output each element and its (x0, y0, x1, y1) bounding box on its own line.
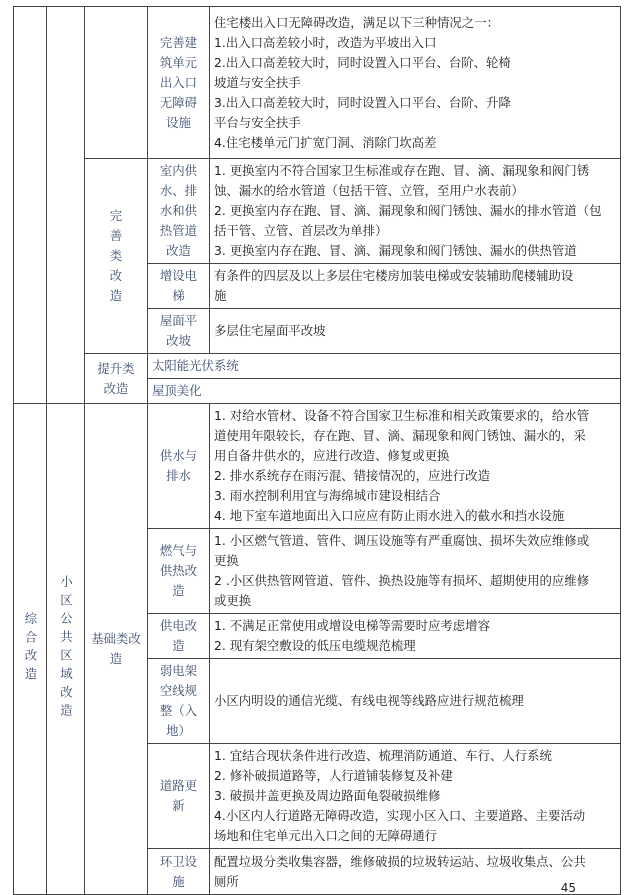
row-c-content: 有条件的四层及以上多层住宅楼房加装电梯或安装辅助爬楼辅助设 施 (210, 264, 621, 309)
row-b-label: 室内供 水、排 水和供 热管道 改造 (148, 159, 210, 264)
row-l-content: 配置垃圾分类收集容器，维修破损的垃圾转运站、垃圾收集点、公共 厕所 (210, 849, 621, 895)
row-f-content: 屋顶美化 (148, 379, 621, 404)
public-area-label: 小区公共区域改造 (47, 404, 85, 895)
renovation-table (13, 6, 621, 895)
row-g-content: 1. 对给水管材、设备不符合国家卫生标准和相关政策要求的，给水管 道使用年限较长，存在跑、冒、滴、漏现象和阀门锈蚀、漏水的，采 用自备井供水的，应进行改造、修复或更换 2. 排水系统存在雨污混、错接情况的，应进行改造 3. 雨水控制利用宜与海绵城市建设相结合 4. 地下室车道地面出入口应应有防止雨水进入的截水和挡水设施 (210, 404, 621, 529)
row-h-label: 燃气与 供热改 造 (148, 529, 210, 614)
row-j-content: 小区内明设的通信光缆、有线电视等线路应进行规范梳理 (210, 659, 621, 744)
upgrade-class-label: 提升类 改造 (85, 354, 148, 404)
row-a-content: 住宅楼出入口无障碍改造，满足以下三种情况之一： 1.出入口高差较小时，改造为平坡出入口 2.出入口高差较大时，同时设置入口平台、台阶、轮椅 坡道与安全扶手 3.出入口高差较大时，同时设置入口平台、台阶、升降 平台与安全扶手 4.住宅楼单元门扩宽门洞、消除门坎高差 (210, 7, 621, 159)
basic-class-label: 基础类改造 (85, 404, 148, 895)
row-d-content: 多层住宅屋面平改坡 (210, 309, 621, 354)
row-i-label: 供电改 造 (148, 614, 210, 659)
row-a-label: 完善建 筑单元 出入口 无障碍 设施 (148, 7, 210, 159)
top-col1-cell (14, 7, 47, 404)
row-k-label: 道路更 新 (148, 744, 210, 849)
row-i-content: 1. 不满足正常使用或增设电梯等需要时应考虑增容 2. 现有架空敷设的低压电缆规范梳理 (210, 614, 621, 659)
row-j-label: 弱电架 空线规 整（入 地） (148, 659, 210, 744)
row-h-content: 1. 小区燃气管道、管件、调压设施等有严重腐蚀、损坏失效应维修或 更换 2 .小区供热管网管道、管件、换热设施等有损坏、超期使用的应维修 或更换 (210, 529, 621, 614)
row-l-label: 环卫设 施 (148, 849, 210, 895)
row-g-label: 供水与 排水 (148, 404, 210, 529)
row-b-content: 1. 更换室内不符合国家卫生标准或存在跑、冒、滴、漏现象和阀门锈 蚀、漏水的给水管道（包括干管、立管，至用户水表前） 2. 更换室内存在跑、冒、滴、漏现象和阀门锈蚀、漏水的排水管道（包 括干管、立管、首层改为单排） 3. 更换室内存在跑、冒、滴、漏现象和阀门锈蚀、漏水的供热管道 (210, 159, 621, 264)
top-blank-cell (85, 7, 148, 159)
comprehensive-label: 综合改造 (14, 404, 47, 895)
row-d-label: 屋面平 改坡 (148, 309, 210, 354)
row-e-content: 太阳能光伏系统 (148, 354, 621, 379)
row-k-content: 1. 宜结合现状条件进行改造、梳理消防通道、车行、人行系统 2. 修补破损道路等，人行道铺装修复及补建 3. 破损井盖更换及周边路面龟裂破损维修 4.小区内人行道路无障碍改造，实现小区入口、主要道路、主要活动 场地和住宅单元出入口之间的无障碍通行 (210, 744, 621, 849)
page-number: 45 (560, 881, 576, 895)
perfect-class-label: 完 善 类 改 造 (85, 159, 148, 354)
top-col2-cell (47, 7, 85, 404)
row-c-label: 增设电 梯 (148, 264, 210, 309)
